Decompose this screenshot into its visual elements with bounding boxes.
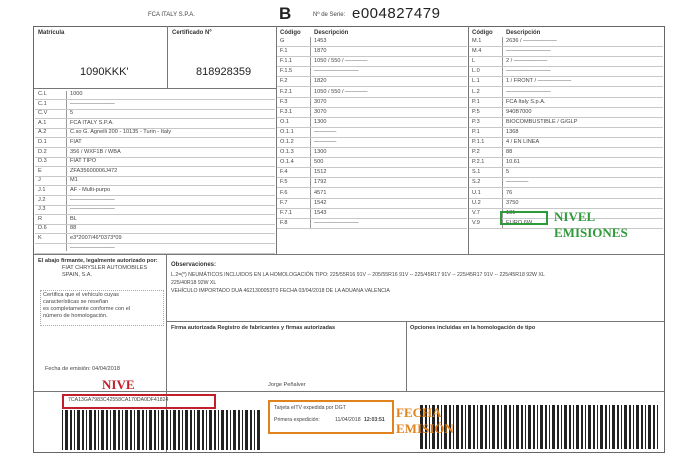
- row-divider: [277, 76, 467, 77]
- abajo-label: El abajo firmante, legalmente autorizado por:: [38, 258, 158, 264]
- row-value: M1: [70, 177, 78, 184]
- form-letter: B: [279, 4, 292, 23]
- barcode-right: [420, 405, 660, 449]
- row-code: F.1.5: [280, 68, 293, 75]
- fecha-box-label: Primera expedición:: [274, 417, 320, 423]
- row-code: A.1: [38, 119, 47, 126]
- row-code: P.5: [472, 108, 480, 115]
- row-code: P.2.1: [472, 159, 485, 166]
- fecha-box-line1: Tarjeta eITV expedida por DGT: [274, 405, 346, 411]
- row-value: e3*2007/46*0373*09: [70, 235, 122, 241]
- row-value: 500: [314, 159, 324, 166]
- row-value: AF - Multi-purpo: [70, 187, 111, 193]
- divider: [34, 254, 664, 255]
- row-code: O.1.4: [280, 159, 294, 166]
- matricula-value: 1090KKK': [80, 66, 129, 78]
- row-code: F.5: [280, 179, 288, 186]
- row-code: F.1: [280, 48, 288, 55]
- row-divider: [469, 66, 663, 67]
- firma-label: Firma autorizada Registro de fabricantes y firmas autorizadas: [171, 325, 336, 331]
- fecha-annotation: FECHA: [396, 405, 442, 420]
- row-code: P.1: [472, 98, 480, 105]
- row-code: D.1: [38, 139, 47, 145]
- divider: [406, 321, 407, 391]
- row-divider: [469, 56, 663, 57]
- row-value: 1543: [314, 209, 327, 216]
- right-desc-header: Descripción: [506, 30, 541, 36]
- row-code: F.7: [280, 199, 288, 206]
- matricula-label: Matrícula: [38, 30, 65, 36]
- row-code: M.4: [472, 48, 482, 55]
- row-code: G: [280, 38, 285, 44]
- row-value: FCA ITALY S.P.A.: [70, 119, 114, 126]
- row-value: 1 / FRONT / ——————: [506, 78, 572, 85]
- row-code: L.2: [472, 88, 480, 95]
- row-divider: [469, 107, 663, 108]
- serial-number: e004827479: [352, 5, 441, 22]
- row-value: 88: [70, 225, 77, 232]
- row-value: 4571: [314, 189, 327, 196]
- row-value: 1050 / 550 / ————: [314, 88, 368, 95]
- row-divider: [277, 56, 467, 57]
- row-code: F.4: [280, 169, 288, 176]
- emision-annotation: EMISIÓN: [396, 421, 454, 436]
- row-value: 10.61: [506, 159, 520, 166]
- company-header: FCA ITALY S.P.A.: [148, 12, 195, 18]
- row-value: ————: [314, 128, 337, 135]
- nivel-highlight-box: [500, 211, 548, 225]
- row-code: F.1.1: [280, 58, 293, 65]
- fecha-box-time: 12:03:51: [364, 417, 385, 423]
- row-value: ————————: [506, 48, 551, 55]
- row-value: 3070: [314, 98, 327, 105]
- row-code: J: [38, 177, 41, 184]
- divider: [34, 88, 276, 89]
- row-divider: [35, 99, 275, 100]
- row-code: F.6: [280, 189, 288, 196]
- row-value: 1000: [70, 91, 83, 97]
- row-value: 5: [70, 110, 74, 117]
- row-value: 88: [506, 149, 513, 156]
- row-code: P.2: [472, 149, 480, 156]
- nivel-annotation: NIVEL: [554, 209, 596, 224]
- row-value: 1512: [314, 169, 327, 176]
- row-code: D.6: [38, 225, 47, 232]
- row-value: ————————: [314, 219, 359, 226]
- row-value: ————————: [70, 206, 115, 213]
- row-value: ZFA35600006J472: [70, 167, 118, 174]
- row-value: ————————: [506, 88, 551, 95]
- row-value: 940B7000: [506, 108, 532, 115]
- row-value: 76: [506, 189, 513, 196]
- row-divider: [469, 157, 663, 158]
- row-code: O.1.2: [280, 139, 294, 145]
- emisiones-annotation: EMISIONES: [554, 225, 628, 240]
- row-value: 1368: [506, 128, 519, 135]
- row-code: V.9: [472, 219, 480, 226]
- row-value: 1820: [314, 78, 327, 85]
- row-value: 1870: [314, 48, 327, 55]
- row-divider: [35, 195, 275, 196]
- row-code: F.2: [280, 78, 288, 85]
- row-divider: [469, 187, 663, 188]
- row-value: 1792: [314, 179, 327, 186]
- certifica-text-4: número de homologación.: [43, 313, 108, 319]
- row-divider: [277, 177, 467, 178]
- row-divider: [469, 137, 663, 138]
- abajo-company-2: SPAIN, S.A.: [62, 272, 93, 278]
- row-value: 1300: [314, 118, 327, 125]
- row-code: D.3: [38, 158, 47, 165]
- row-code: U.1: [472, 189, 481, 196]
- certificado-value: 818928359: [196, 66, 252, 78]
- row-value: ————————: [70, 196, 115, 203]
- row-code: P.3: [472, 118, 480, 125]
- mid-code-header: Código: [280, 30, 301, 36]
- row-code: F.2.1: [280, 88, 293, 95]
- divider: [166, 321, 664, 322]
- row-code: V.7: [472, 209, 480, 216]
- row-value: 356 / WXF1B / WBA: [70, 148, 121, 155]
- row-divider: [277, 66, 467, 67]
- abajo-company-1: FIAT CHRYSLER AUTOMOBILES: [62, 265, 148, 271]
- row-value: ————————: [70, 100, 115, 107]
- serial-label: Nº de Serie:: [313, 12, 346, 18]
- row-divider: [469, 147, 663, 148]
- row-code: L.0: [472, 68, 480, 75]
- row-value: BIOCOMBUSTIBLE / G/GLP: [506, 118, 578, 125]
- row-divider: [469, 167, 663, 168]
- row-code: O.1: [280, 118, 290, 125]
- observaciones-line-3: VEHÍCULO IMPORTADO DUA 4621300053T0 FECHA 03/04/2018 DE LA ADUANA VALENCIA: [171, 288, 390, 294]
- row-value: 4 / EN LINEA: [506, 139, 540, 145]
- row-code: J.3: [38, 206, 46, 213]
- row-value: FIAT TIPO: [70, 158, 97, 165]
- observaciones-line-1: L.2=(*) NEUMÁTICOS INCLUIDOS EN LA HOMOLOGACIÓN TIPO: 225/55R16 91V -- 205/55R16 91V -- 225/45R17 91V -- 225/45R17 91V -- 225/45R18 92W XL: [171, 272, 545, 278]
- row-code: S.1: [472, 169, 481, 176]
- row-code: J.1: [38, 187, 46, 193]
- row-value: 3750: [506, 199, 519, 206]
- row-value: ————: [506, 179, 529, 186]
- row-value: ————: [314, 139, 337, 145]
- row-value: ————————: [70, 244, 115, 251]
- fecha-emision-value: 04/04/2018: [92, 366, 120, 372]
- row-divider: [277, 208, 467, 209]
- row-divider: [277, 107, 467, 108]
- row-code: D.2: [38, 148, 47, 155]
- mid-desc-header: Descripción: [314, 30, 349, 36]
- certifica-text-1: Certifica que el vehículo cuyas: [43, 292, 119, 298]
- row-code: C.V: [38, 110, 48, 117]
- row-code: C.1: [38, 100, 47, 107]
- row-divider: [277, 46, 467, 47]
- row-divider: [277, 86, 467, 87]
- row-divider: [469, 127, 663, 128]
- right-code-header: Código: [472, 30, 493, 36]
- row-value: 1453: [314, 38, 327, 44]
- row-code: O.1.3: [280, 149, 294, 156]
- row-divider: [277, 228, 467, 229]
- row-value: 5: [506, 169, 510, 176]
- row-divider: [277, 157, 467, 158]
- row-code: C.L: [38, 91, 47, 97]
- row-divider: [277, 167, 467, 168]
- row-value: 131: [506, 209, 516, 216]
- row-divider: [277, 97, 467, 98]
- row-code: E: [38, 167, 42, 174]
- row-divider: [277, 218, 467, 219]
- row-divider: [35, 243, 275, 244]
- row-code: P.1: [472, 128, 480, 135]
- fecha-emision-label: Fecha de emisión:: [45, 366, 91, 372]
- row-divider: [277, 137, 467, 138]
- row-value: ————————: [506, 68, 551, 75]
- row-divider: [35, 253, 275, 254]
- row-code: F.3.1: [280, 108, 293, 115]
- row-divider: [469, 117, 663, 118]
- row-value: 1542: [314, 199, 327, 206]
- row-divider: [469, 46, 663, 47]
- row-code: L.1: [472, 78, 480, 85]
- divider: [167, 26, 168, 88]
- row-divider: [277, 187, 467, 188]
- row-value: 1050 / 550 / ————: [314, 58, 368, 65]
- row-value: 2636 / ——————: [506, 38, 557, 44]
- row-code: F.8: [280, 219, 288, 226]
- row-code: A.2: [38, 129, 47, 136]
- row-code: K: [38, 235, 42, 241]
- row-value: C.so G. Agnelli 200 - 10135 - Turin - Italy: [70, 129, 172, 136]
- row-divider: [277, 147, 467, 148]
- vin-number: 7CA13GA7983C42558CA170DA0DF41824: [68, 397, 169, 403]
- row-code: F.7.1: [280, 209, 293, 216]
- barcode-left: [62, 410, 262, 450]
- row-divider: [469, 76, 663, 77]
- certificado-label: Certificado Nº: [172, 30, 212, 36]
- divider: [468, 26, 469, 254]
- observaciones-label: Observaciones:: [171, 262, 217, 268]
- row-code: P.1.1: [472, 139, 485, 145]
- opciones-label: Opciones incluidas en la homologación de tipo: [410, 325, 536, 331]
- observaciones-line-2: 225/40R18 92W XL: [171, 280, 217, 286]
- firma-name: Jorge Peñalver: [268, 382, 306, 388]
- nive-annotation: NIVE: [102, 377, 135, 392]
- row-code: L: [472, 58, 476, 65]
- row-value: ————————: [314, 68, 359, 75]
- row-divider: [469, 86, 663, 87]
- row-value: FCA Italy S.p.A.: [506, 98, 546, 105]
- row-value: FIAT: [70, 139, 82, 145]
- row-code: F.3: [280, 98, 288, 105]
- certifica-text-3: es completamente conforme con el: [43, 306, 131, 312]
- row-value: 1300: [314, 149, 327, 156]
- row-divider: [277, 198, 467, 199]
- row-divider: [469, 177, 663, 178]
- divider: [276, 26, 277, 254]
- column-divider: [66, 91, 67, 251]
- certifica-text-2: características se reseñan: [43, 299, 109, 305]
- fecha-box-date: 11/04/2018: [335, 417, 361, 423]
- row-value: 2 / ——————: [506, 58, 548, 65]
- row-code: U.2: [472, 199, 481, 206]
- row-value: 3070: [314, 108, 327, 115]
- row-divider: [277, 127, 467, 128]
- row-divider: [469, 97, 663, 98]
- row-value: EURO 6W: [506, 219, 533, 226]
- row-divider: [35, 147, 275, 148]
- row-value: BL: [70, 215, 77, 222]
- row-code: J.2: [38, 196, 46, 203]
- row-code: M.1: [472, 38, 482, 44]
- row-code: S.2: [472, 179, 481, 186]
- row-code: O.1.1: [280, 128, 294, 135]
- row-divider: [469, 198, 663, 199]
- row-code: R: [38, 215, 43, 222]
- row-divider: [277, 117, 467, 118]
